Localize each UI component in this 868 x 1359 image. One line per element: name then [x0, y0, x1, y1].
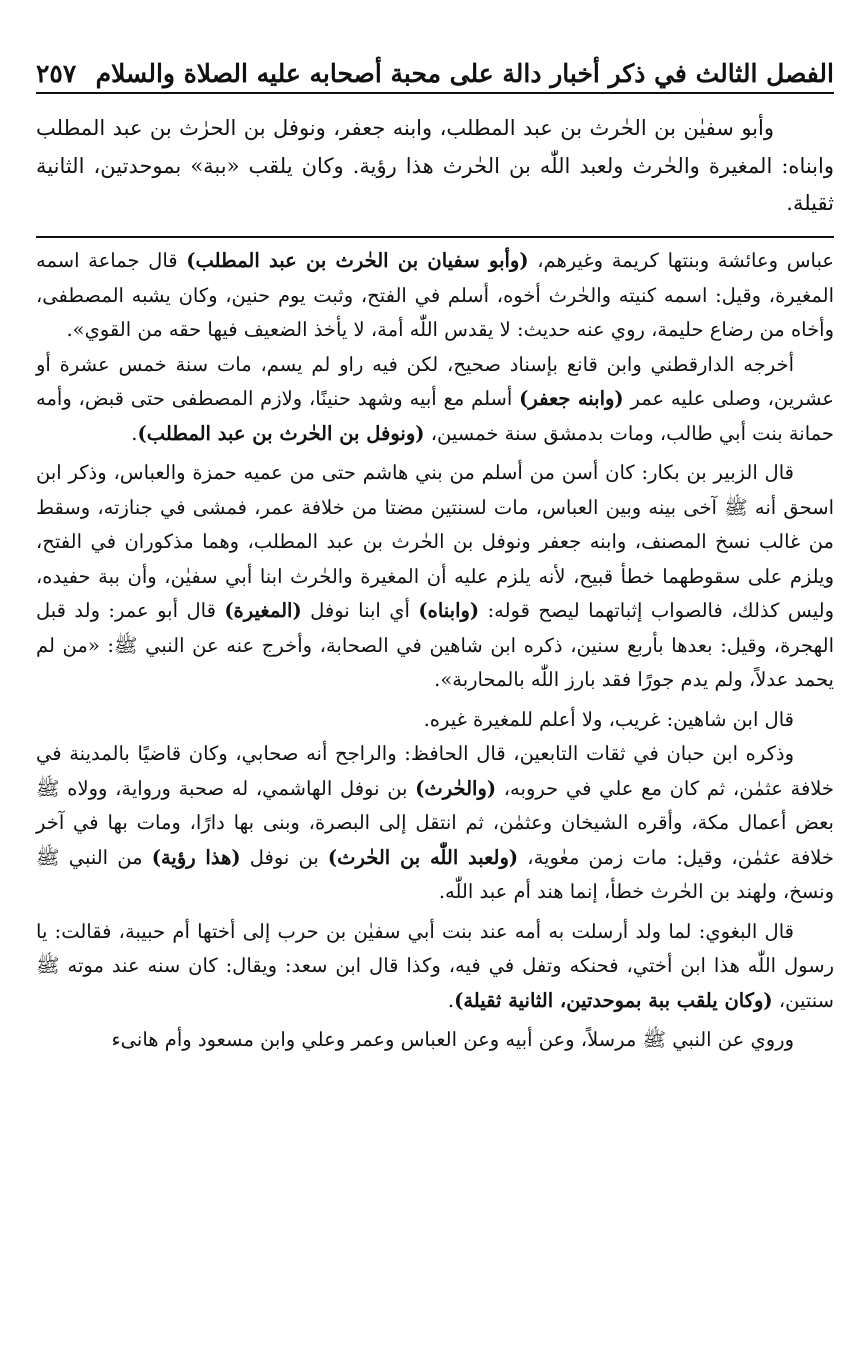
- bold-quote: (وابناه): [418, 599, 480, 622]
- main-text: [36, 110, 834, 223]
- commentary-text: قال البغوي: لما ولد أرسلت به أمه عند بنت أبي سفيٰن بن حرب إلى أختها أم حبيبة، فقالت: يا رسول اللّٰه هذا ابن أختي، فحنكه وتفل في فيه، وكذا قال ابن سعد: ويقال: كان سنه عند موته ﷺ سنتين،: [36, 919, 834, 1012]
- page-number: ٢٥٧: [36, 59, 77, 88]
- commentary-text: قال جماعة اسمه المغيرة، وقيل: اسمه كنيته والحٰرث أخوه، أسلم في الفتح، وثبت يوم حنين، وكان يشبه المصطفى، وأخاه من رضاع حليمة، روي عنه حديث: لا يقدس اللّٰه أمة، لا يأخذ الضعيف فيها حقه من القوي».: [36, 249, 834, 341]
- bold-quote: (وابنه جعفر): [519, 387, 624, 410]
- commentary-text: وذكره ابن حبان في ثقات التابعين، قال الحافظ: والراجح أنه صحابي، وكان قاضيًا بالمدينة في خلافة عثمٰن، ثم كان مع علي في حروبه،: [36, 742, 834, 800]
- bold-quote: (ولعبد اللّٰه بن الحٰرث): [327, 845, 519, 869]
- bold-quote: (المغيرة): [224, 599, 302, 622]
- commentary-text: أخرجه الدارقطني وابن قانع بإسناد صحيح، لكن فيه راو لم يسم، مات سنة خمس عشرة أو عشرين، وصلى عليه عمر: [36, 352, 834, 410]
- commentary-text: .: [131, 421, 138, 445]
- bold-quote: (وكان يلقب ببة بموحدتين، الثانية ثقيلة): [454, 988, 773, 1012]
- running-header: [36, 52, 834, 94]
- commentary-text: بن نوفل الهاشمي، له صحبة ورواية، وولاه ﷺ بعض أعمال مكة، وأقره الشيخان وعثمٰن، ثم انتقل إلى البصرة، وبنى بها دارًا، ومات بها في آخر خلافة عثمٰن، وقيل: مات زمن معٰوية،: [36, 776, 834, 869]
- main-text-paragraph: وأبو سفيٰن بن الحٰرث بن عبد المطلب، وابنه جعفر، ونوفل بن الحرٰث بن عبد المطلب وابناه: المغيرة والحٰرث ولعبد اللّٰه بن الحٰرث هذا رؤية. وكان يلقب «ببة» بموحدتين، الثانية ثقيلة.: [36, 116, 834, 215]
- commentary-text: .: [447, 988, 455, 1012]
- commentary-text: أسلم مع أبيه وشهد حنينًا، ولازم المصطفى حتى قبض، وأمه حمانة بنت أبي طالب، ومات بدمشق سنة خمسين،: [36, 387, 834, 445]
- commentary-paragraph-4: [36, 703, 834, 738]
- bold-quote: (هذا رؤية): [151, 845, 241, 869]
- commentary-paragraph-1: [36, 244, 834, 348]
- commentary-text: قال أبو عمر: ولد قبل الهجرة، وقيل: بعدها بأربع سنين، ذكره ابن شاهين في الصحابة، وأخرج عنه عن النبي ﷺ: «من لم يحمد عدلاً، ولم يدم جورًا فقد بارز اللّٰه بالمحاربة».: [36, 599, 834, 691]
- commentary-text: قال ابن شاهين: غريب، ولا أعلم للمغيرة غيره.: [423, 707, 794, 731]
- commentary-text: بن نوفل: [240, 845, 328, 869]
- commentary-paragraph-2: [36, 348, 834, 452]
- commentary-paragraph-7: [36, 1023, 834, 1058]
- text-divider: [36, 236, 834, 238]
- commentary: [36, 244, 834, 1058]
- commentary-paragraph-5: [36, 737, 834, 910]
- commentary-text: وروي عن النبي ﷺ مرسلاً، وعن أبيه وعن العباس وعمر وعلي وابن مسعود وأم هانىء: [111, 1028, 794, 1051]
- commentary-text: عباس وعائشة وبنتها كريمة وغيرهم،: [528, 249, 834, 272]
- commentary-text: من النبي ﷺ ونسخ، ولهند بن الحٰرث خطأ، إنما هند أم عبد اللّٰه.: [36, 845, 834, 903]
- commentary-paragraph-3: [36, 456, 834, 698]
- chapter-title: الفصل الثالث في ذكر أخبار دالة على محبة أصحابه عليه الصلاة والسلام: [95, 59, 834, 88]
- commentary-text: أي ابنا نوفل: [301, 599, 419, 622]
- commentary-paragraph-6: [36, 915, 834, 1019]
- commentary-text: قال الزبير بن بكار: كان أسن من أسلم من بني هاشم حتى من عميه حمزة والعباس، وذكر ابن اسحق أنه ﷺ آخى بينه وبين العباس، مات لسنتين مضتا من خلافة عمر، فمشى في جنازته، وسقط من غالب نسخ المصنف، وابنه جعفر ونوفل بن الحٰرث بن عبد المطلب، وهما مذكوران في الفتح، ويلزم على سقوطهما خطأ قبيح، لأنه يلزم عليه أن المغيرة والحٰرث ابنا أبي سفيٰن، وأن ببة حفيده، وليس كذلك، فالصواب إثباتهما ليصح قوله:: [36, 461, 834, 622]
- bold-quote: (والحٰرث): [415, 776, 497, 800]
- bold-quote: (ونوفل بن الحٰرث بن عبد المطلب): [137, 421, 425, 445]
- bold-quote: (وأبو سفيان بن الحٰرث بن عبد المطلب): [186, 249, 529, 272]
